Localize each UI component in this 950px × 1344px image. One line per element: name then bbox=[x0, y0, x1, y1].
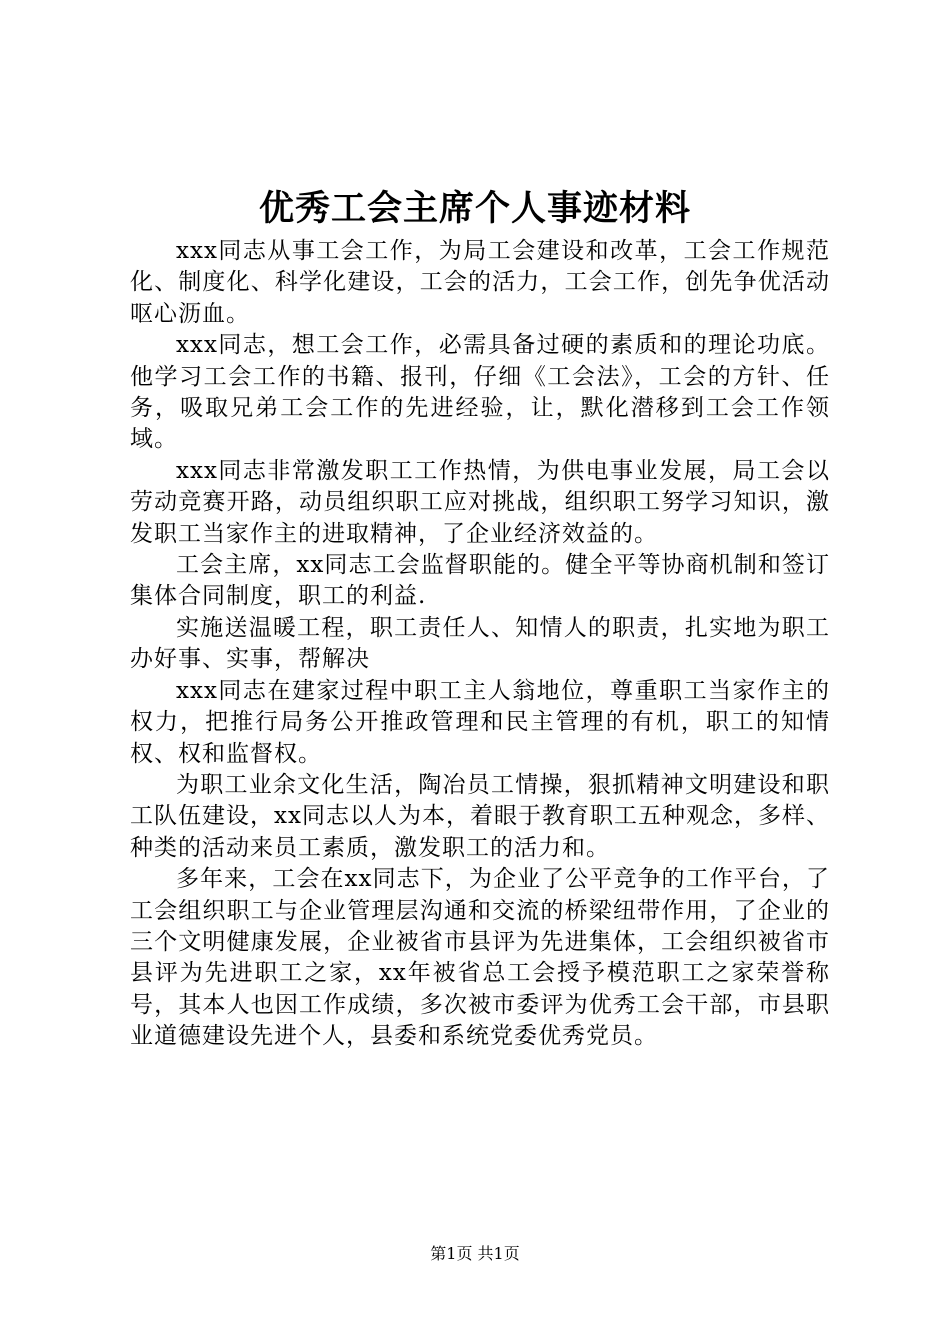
document-body bbox=[130, 236, 830, 1053]
paragraph-7: 为职工业余文化生活，陶冶员工情操，狠抓精神文明建设和职工队伍建设，xx同志以人为本，着眼于教育职工五种观念，多样、种类的活动来员工素质，激发职工的活力和。 bbox=[130, 771, 830, 861]
paragraph-1: xxx同志从事工会工作，为局工会建设和改革，工会工作规范化、制度化、科学化建设，工会的活力，工会工作，创先争优活动呕心沥血。 bbox=[130, 238, 830, 327]
paragraph-6: xxx同志在建家过程中职工主人翁地位，尊重职工当家作主的权力，把推行局务公开推政管理和民主管理的有机，职工的知情权、权和监督权。 bbox=[130, 677, 830, 767]
paragraph-4: 工会主席，xx同志工会监督职能的。健全平等协商机制和签订集体合同制度，职工的利益. bbox=[130, 552, 830, 610]
paragraph-5: 实施送温暖工程，职工责任人、知情人的职责，扎实地为职工办好事、实事，帮解决 bbox=[130, 614, 830, 673]
document-title: 优秀工会主席个人事迹材料 bbox=[258, 188, 691, 229]
paragraph-2: xxx同志，想工会工作，必需具备过硬的素质和的理论功底。他学习工会工作的书籍、报刊，仔细《工会法》，工会的方针、任务，吸取兄弟工会工作的先进经验，让，默化潜移到工会工作领域。 bbox=[130, 332, 830, 453]
paragraph-8: 多年来，工会在xx同志下，为企业了公平竞争的工作平台，了工会组织职工与企业管理层沟通和交流的桥梁纽带作用，了企业的三个文明健康发展，企业被省市县评为先进集体，工会组织被省市县评为先进职工之家，xx年被省总工会授予模范职工之家荣誉称号，其本人也因工作成绩，多次被市委评为优秀工会干部，市县职业道德建设先进个人，县委和系统党委优秀党员。 bbox=[130, 866, 830, 1050]
paragraph-3: xxx同志非常激发职工工作热情，为供电事业发展，局工会以劳动竞赛开路，动员组织职工应对挑战，组织职工努学习知识，激发职工当家作主的进取精神，了企业经济效益的。 bbox=[130, 457, 830, 547]
page-footer: 第1页 共1页 bbox=[430, 1244, 520, 1263]
